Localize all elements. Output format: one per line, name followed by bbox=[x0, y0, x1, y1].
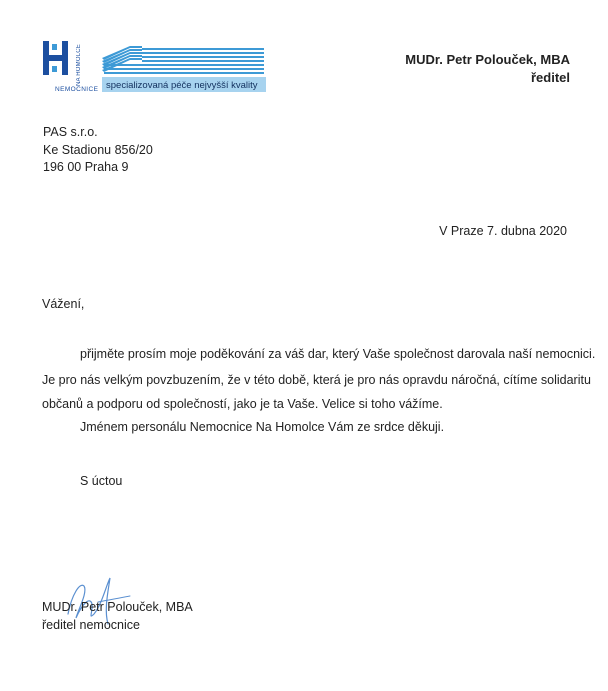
signature-name: MUDr. Petr Polouček, MBA bbox=[42, 600, 193, 614]
body-line-1: přijměte prosím moje poděkování za váš dar, který Vaše společnost darovala naší nemocnici. bbox=[80, 347, 596, 361]
logo-slogan: specializovaná péče nejvyšší kvality bbox=[106, 80, 258, 91]
letter-date: V Praze 7. dubna 2020 bbox=[439, 224, 567, 238]
sender-role: ředitel bbox=[530, 70, 570, 85]
body-line-3: občanů a podporu od společností, jako je ta Vaše. Velice si toho vážíme. bbox=[42, 397, 443, 411]
salutation: Vážení, bbox=[42, 297, 85, 311]
recipient-line-1: PAS s.r.o. bbox=[43, 125, 98, 139]
logo-wordmark: NEMOCNICE bbox=[55, 86, 99, 93]
recipient-line-2: Ke Stadionu 856/20 bbox=[43, 143, 153, 157]
body-line-2: Je pro nás velkým povzbuzením, že v této době, která je pro nás opravdu náročná, cítíme solidaritu bbox=[42, 373, 591, 387]
hospital-logo bbox=[42, 40, 268, 96]
closing: S úctou bbox=[80, 474, 123, 488]
body-line-4: Jménem personálu Nemocnice Na Homolce Vám ze srdce děkuji. bbox=[80, 420, 445, 434]
signature-role: ředitel nemocnice bbox=[42, 618, 140, 632]
recipient-line-3: 196 00 Praha 9 bbox=[43, 160, 129, 174]
logo-vertical-text: NA HOMOLCE bbox=[76, 44, 82, 87]
sender-name: MUDr. Petr Polouček, MBA bbox=[405, 52, 570, 67]
